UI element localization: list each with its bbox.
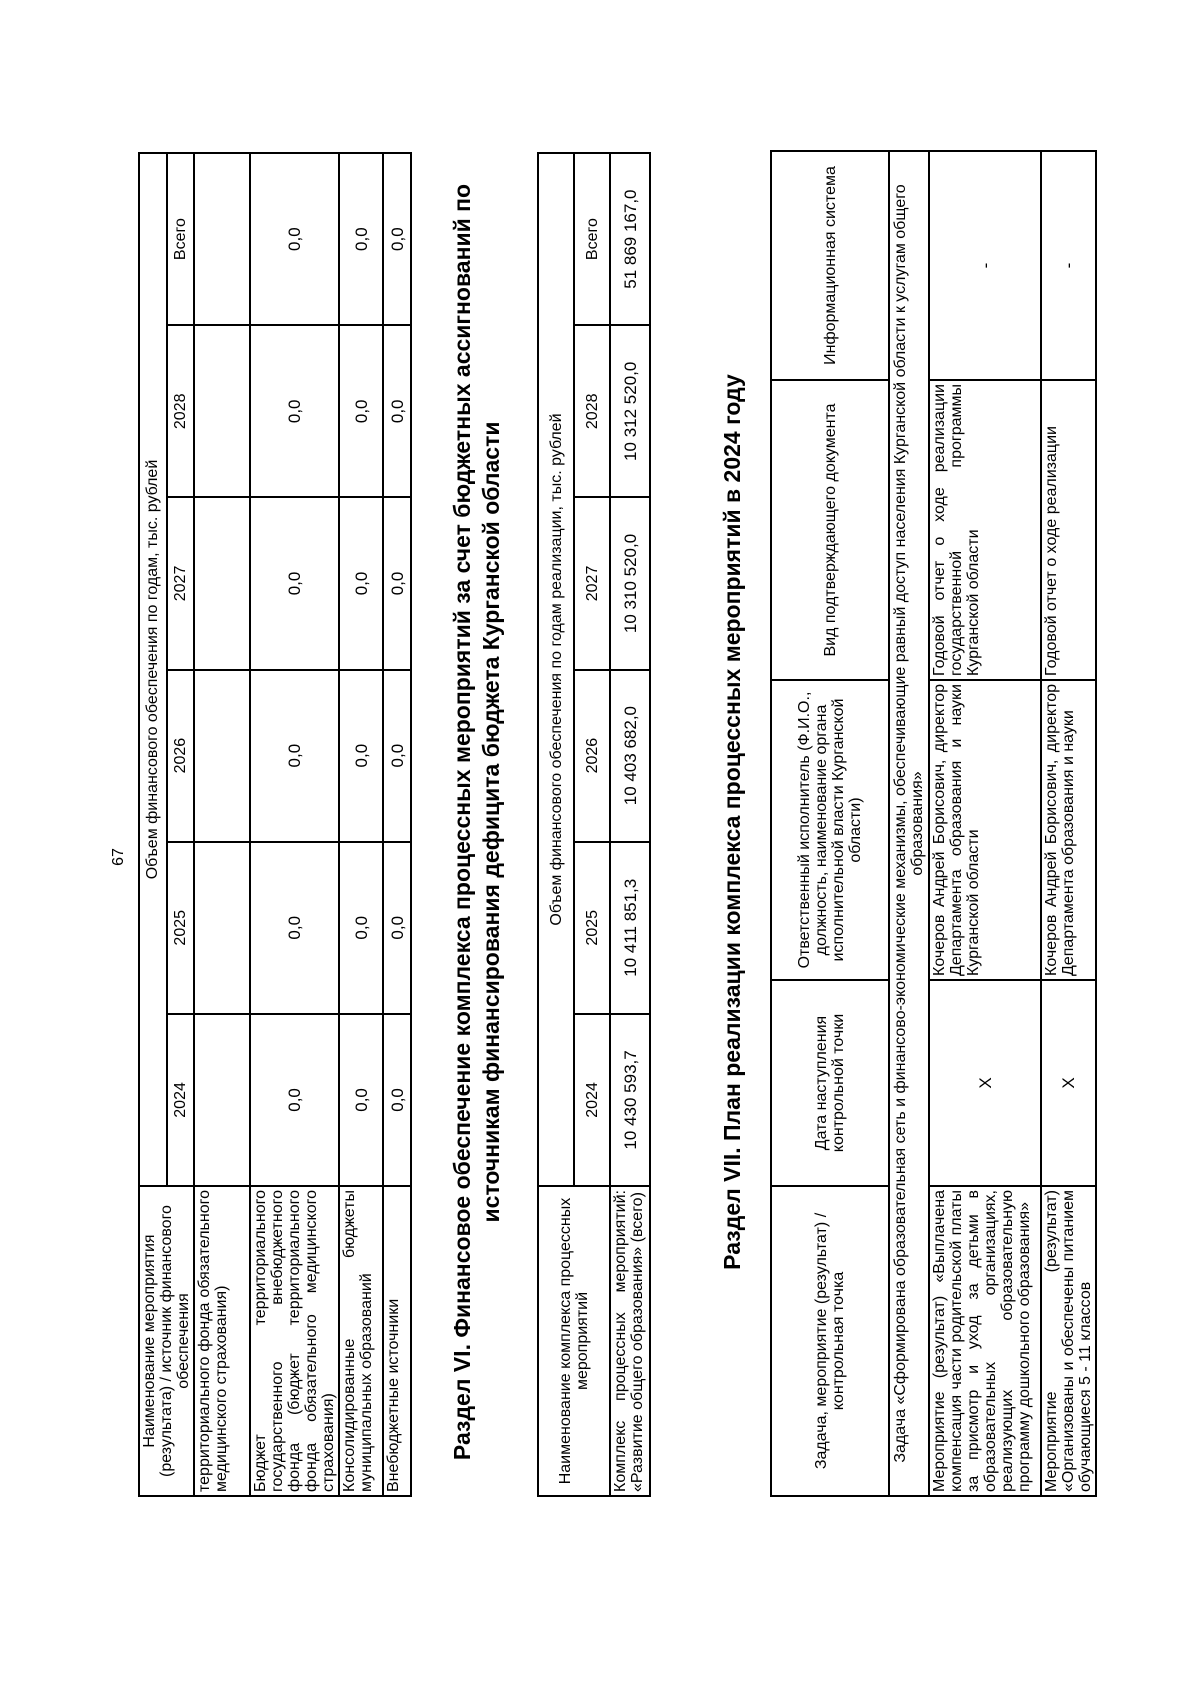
implementation-plan-table: [770, 150, 1097, 1497]
t1-year: Всего: [167, 153, 195, 325]
table-row: [610, 153, 650, 1496]
cell-value: 0,0: [383, 842, 411, 1014]
cell-value: 0,0: [250, 1014, 339, 1186]
cell-value: 0,0: [339, 325, 383, 497]
section-6-title-line2: источникам финансирования дефицита бюджета Курганской области: [478, 421, 504, 1223]
page-number: 67: [110, 848, 127, 866]
table-row: [929, 151, 1041, 1496]
cell-value: 0,0: [383, 1014, 411, 1186]
table-row: [1041, 151, 1096, 1496]
t1-year: 2028: [167, 325, 195, 497]
cell-value: 10 312 520,0: [610, 325, 650, 497]
t3-head-task: Задача, мероприятие (результат) / контрольная точка: [771, 1186, 889, 1496]
t2-head-name: Наименование комплекса процессных мероприятий: [538, 1186, 610, 1496]
cell-value: 51 869 167,0: [610, 153, 650, 325]
table-row: [383, 153, 411, 1496]
row-label: Внебюджетные источники: [383, 1186, 411, 1496]
cell-date: Х: [1041, 980, 1096, 1186]
section-7-heading: Раздел VII. План реализации комплекса процессных мероприятий в 2024 году: [719, 374, 745, 1270]
task-label: Задача «Сформирована образовательная сеть и финансово-экономические механизмы, обеспечивающие равный доступ населения Курганской области к услугам общего образования»: [889, 151, 929, 1496]
cell-value: 10 430 593,7: [610, 1014, 650, 1186]
cell-value: 0,0: [250, 497, 339, 669]
t2-year: 2027: [574, 497, 610, 669]
t1-head-name: Наименование мероприятия (результата) / источник финансового обеспечения: [139, 1186, 194, 1496]
t2-year: 2024: [574, 1014, 610, 1186]
row-label: Мероприятие (результат) «Выплачена компенсация части родительской платы за присмотр и уход за детьми в образовательных организациях, реализующих образовательную программу дошкольного образования»: [929, 1186, 1041, 1496]
cell-value: 0,0: [383, 497, 411, 669]
table-row: [250, 153, 339, 1496]
cell-value: 0,0: [339, 670, 383, 842]
t2-year: 2028: [574, 325, 610, 497]
row-label: Консолидированные бюджеты муниципальных образований: [339, 1186, 383, 1496]
cell-value: 10 310 520,0: [610, 497, 650, 669]
t2-year: 2026: [574, 670, 610, 842]
t1-year: 2026: [167, 670, 195, 842]
cell-system: -: [1041, 151, 1096, 380]
row-label: Мероприятие (результат) «Организованы и обеспечены питанием обучающиеся 5 - 11 классов: [1041, 1186, 1096, 1496]
cell-value: 0,0: [339, 153, 383, 325]
funding-total-table: [537, 152, 651, 1497]
t1-year: 2025: [167, 842, 195, 1014]
cell-value: 0,0: [383, 153, 411, 325]
t1-year: 2024: [167, 1014, 195, 1186]
cell-value: 0,0: [339, 842, 383, 1014]
cell-value: 0,0: [250, 325, 339, 497]
cell-document: Годовой отчет о ходе реализации: [1041, 380, 1096, 680]
cell-value: 0,0: [339, 1014, 383, 1186]
table-row: [194, 153, 250, 1496]
t1-year: 2027: [167, 497, 195, 669]
cell-system: -: [929, 151, 1041, 380]
section-6-heading: [448, 97, 506, 1547]
t3-head-document: Вид подтверждающего документа: [771, 380, 889, 680]
cell-document: Годовой отчет о ходе реализации государственной программы Курганской области: [929, 380, 1041, 680]
t2-year: Всего: [574, 153, 610, 325]
row-label: территориального фонда обязательного медицинского страхования): [194, 1186, 250, 1496]
funding-sources-table: [138, 152, 412, 1497]
row-label: Бюджет территориального государственного внебюджетного фонда (бюджет территориального фонда обязательного медицинского страхования): [250, 1186, 339, 1496]
cell-date: Х: [929, 980, 1041, 1186]
t2-year: 2025: [574, 842, 610, 1014]
cell-executor: Кочеров Андрей Борисович, директор Департамента образования и науки Курганской области: [929, 680, 1041, 980]
cell-value: 10 403 682,0: [610, 670, 650, 842]
t2-head-group: Объем финансового обеспечения по годам реализации, тыс. рублей: [538, 153, 574, 1186]
table-row: [339, 153, 383, 1496]
cell-value: 0,0: [339, 497, 383, 669]
row-label: Комплекс процессных мероприятий: «Развитие общего образования» (всего): [610, 1186, 650, 1496]
cell-value: 0,0: [250, 153, 339, 325]
cell-value: 0,0: [383, 325, 411, 497]
cell-executor: Кочеров Андрей Борисович, директор Департамента образования и науки: [1041, 680, 1096, 980]
t3-head-date: Дата наступления контрольной точки: [771, 980, 889, 1186]
t3-head-executor: Ответственный исполнитель (Ф.И.О., должность, наименование органа исполнительной власти Курганской области): [771, 680, 889, 980]
cell-value: 0,0: [250, 842, 339, 1014]
t1-head-group: Объем финансового обеспечения по годам, тыс. рублей: [139, 153, 167, 1186]
task-row: [889, 151, 929, 1496]
section-6-title-line1: Раздел VI. Финансовое обеспечение комплекса процессных мероприятий за счет бюджетных ассигнований по: [449, 183, 475, 1461]
cell-value: 0,0: [383, 670, 411, 842]
cell-value: 0,0: [250, 670, 339, 842]
cell-value: 10 411 851,3: [610, 842, 650, 1014]
t3-head-system: Информационная система: [771, 151, 889, 380]
